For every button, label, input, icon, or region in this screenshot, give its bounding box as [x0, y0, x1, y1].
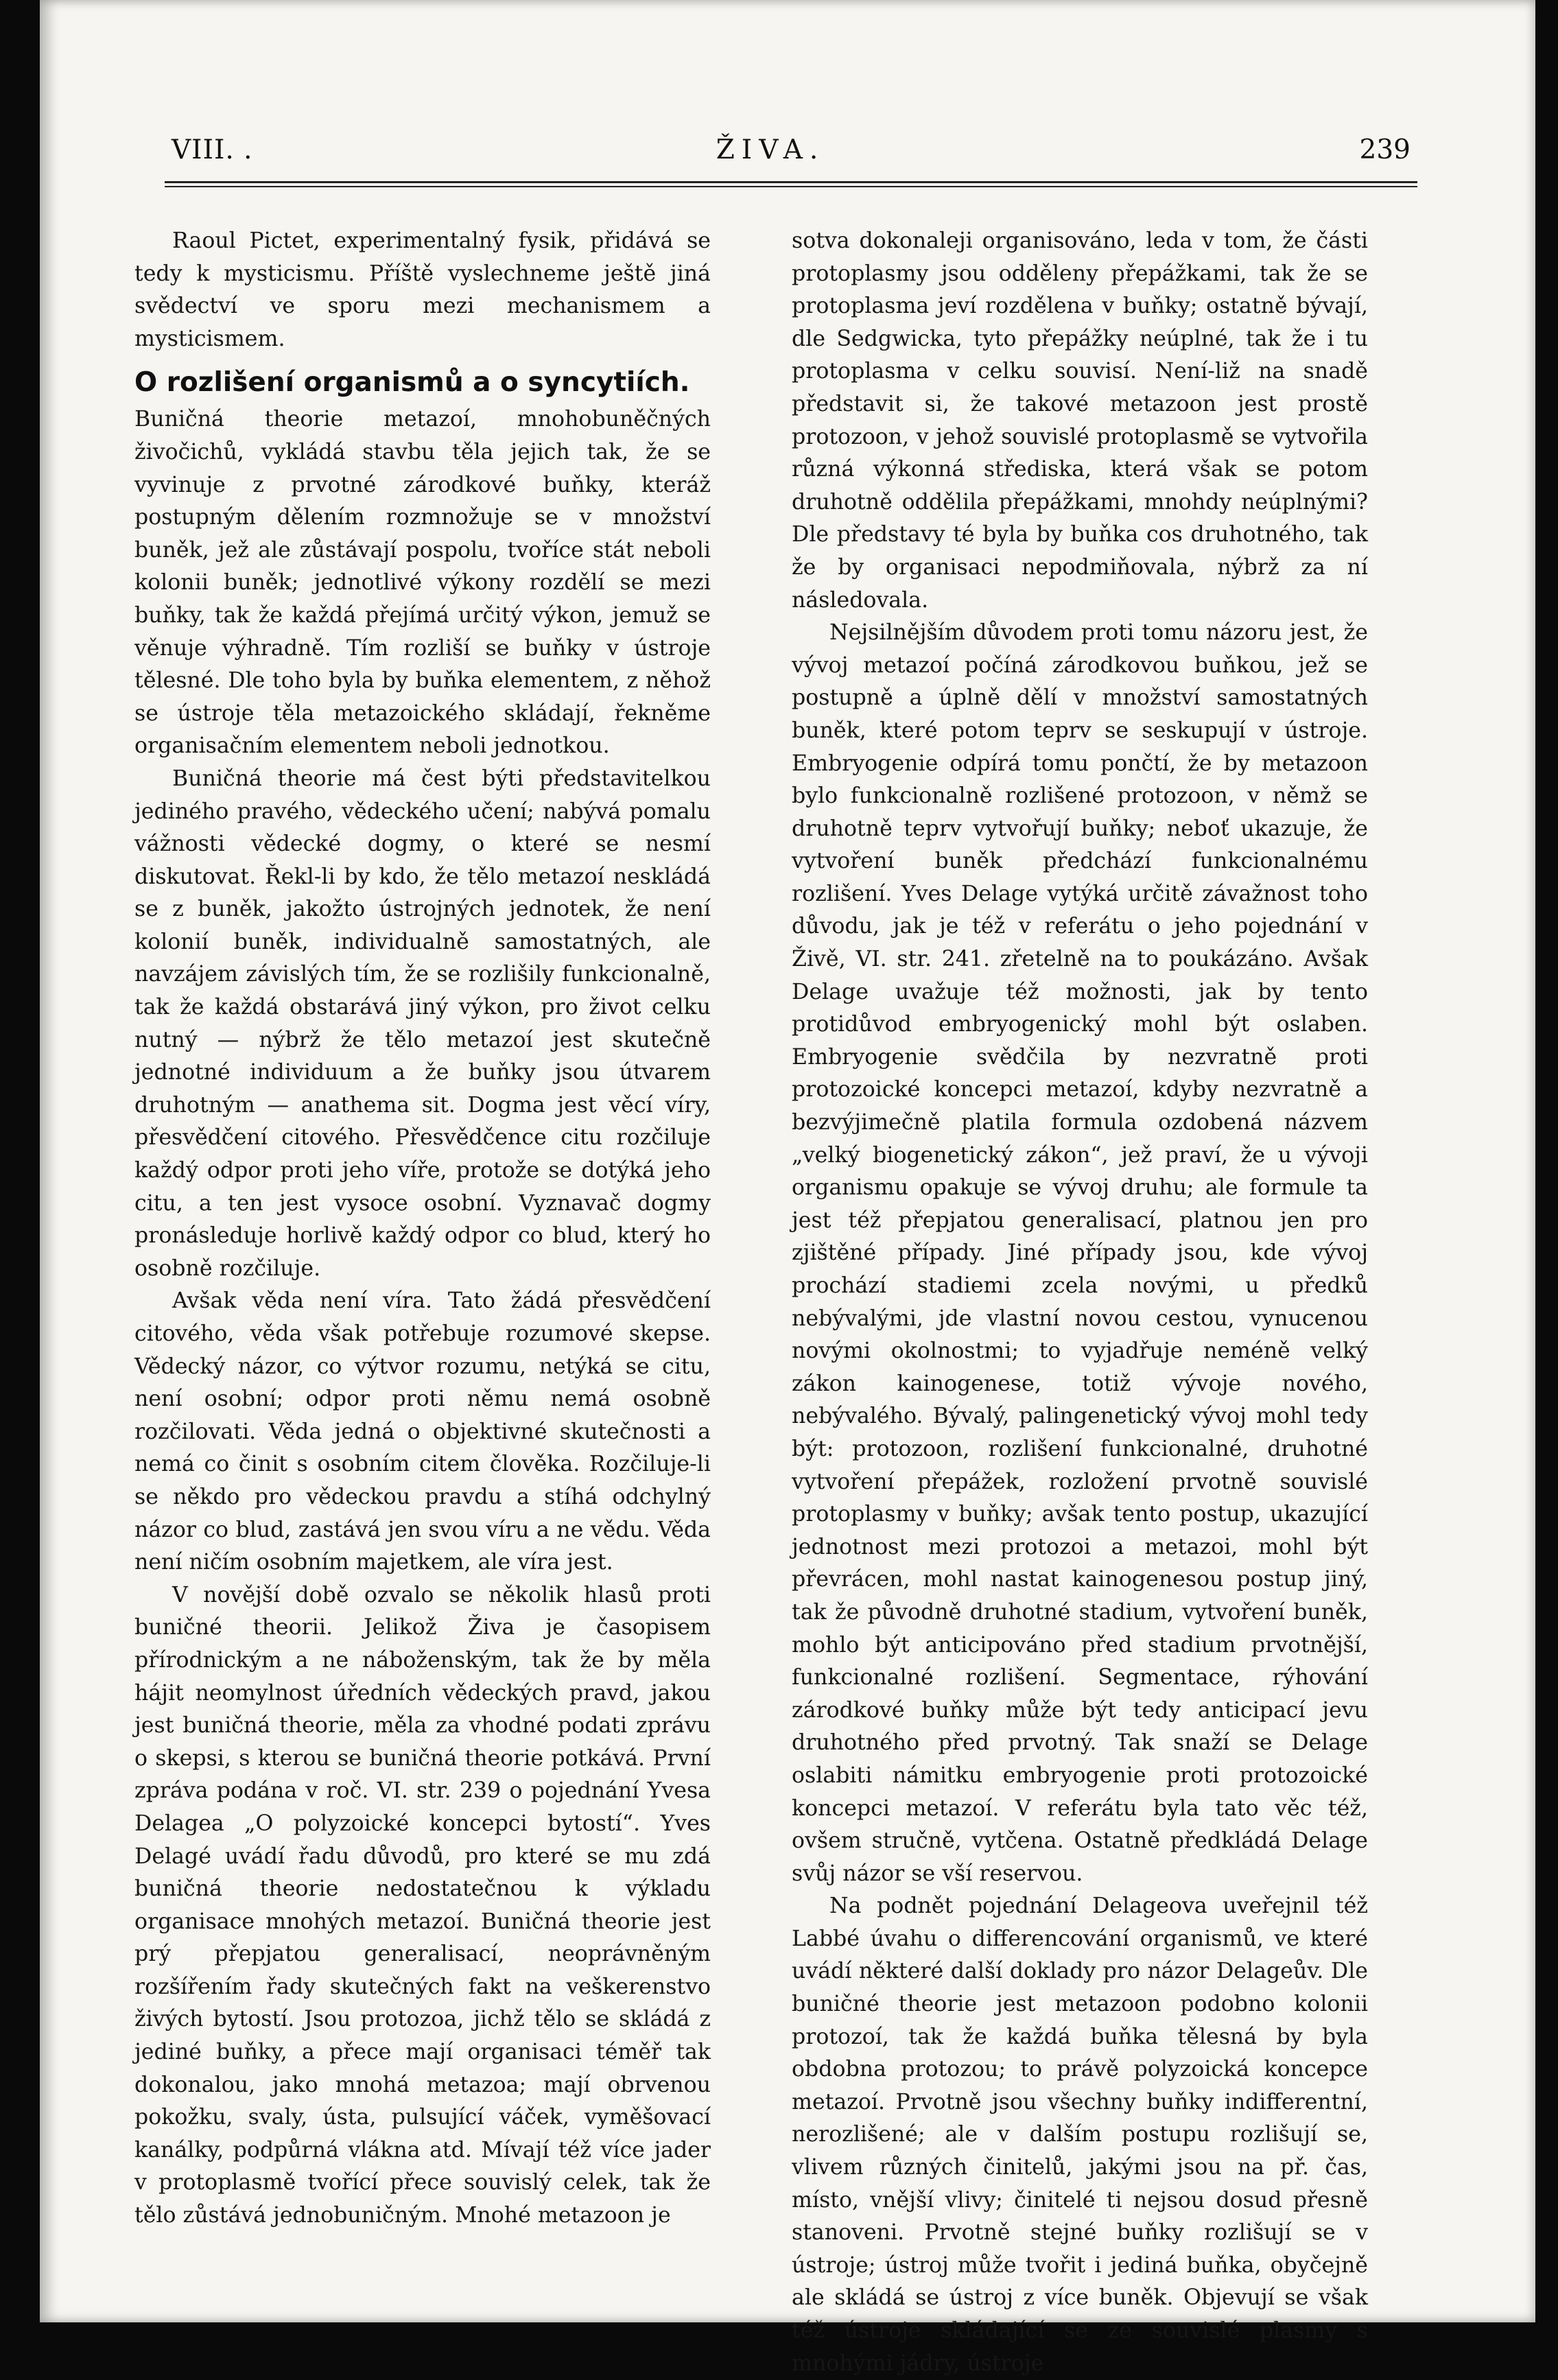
- running-header: [130, 134, 1411, 176]
- header-volume: VIII. .: [172, 134, 253, 165]
- right-column: [792, 225, 1368, 2380]
- paragraph: Na podnět pojednání Delageova uveřejnil též Labbé úvahu o differencování organismů, ve které uvádí některé další doklady pro názor Delageův. Dle buničné theorie jest metazoon podobno kolonii protozoí, tak že každá buňka tělesná by byla obdobna protozou; to právě polyzoická koncepce metazoí. Prvotně jsou všechny buňky indifferentní, nerozlišené; ale v dalším postupu rozlišují se, vlivem různých činitelů, jakými jsou na př. čas, místo, vnější vlivy; činitelé ti nejsou dosud přesně stanoveni. Prvotně stejné buňky rozlišují se v ústroje; ústroj může tvořit i jediná buňka, obyčejně ale skládá se ústroj z více buněk. Objevují se však též ústroje skládající se ze souvislé plasmy s mnohými jádry, ústroje: [792, 1894, 1368, 2376]
- section-title: O rozlišení organismů a o syncytiích.: [134, 367, 690, 399]
- header-journal-title: ŽIVA.: [716, 134, 825, 165]
- paragraph: Buničná theorie metazoí, mnohobuněčných živočichů, vykládá stavbu těla jejich tak, že se vyvinuje z prvotné zárodkové buňky, kteráž postupným dělením rozmnožuje se v množství buněk, jež ale zůstávají pospolu, tvoříce stát neboli kolonii buněk; jednotlivé výkony rozdělí se mezi buňky, tak že každá přejímá určitý výkon, jemuž se věnuje výhradně. Tím rozliší se buňky v ústroje tělesné. Dle toho byla by buňka elementem, z něhož se ústroje těla metazoického skládají, řekněme organisačním elementem neboli jednotkou.: [134, 407, 711, 759]
- paragraph: Buničná theorie má čest býti představitelkou jediného pravého, vědeckého učení; nabývá pomalu vážnosti vědecké dogmy, o které se nesmí diskutovat. Řekl-li by kdo, že tělo metazoí neskládá se z buněk, jakožto ústrojných jednotek, že není kolonií buněk, individualně samostatných, ale navzájem závislých tím, že se rozlišily funkcionalně, tak že každá obstarává jiný výkon, pro život celku nutný — nýbrž že tělo metazoí jest skutečně jednotné individuum a že buňky jsou útvarem druhotným — anathema sit. Dogma jest věcí víry, přesvědčení citového. Přesvědčence citu rozčiluje každý odpor proti jeho víře, protože se dotýká jeho citu, a ten jest vysoce osobní. Vyznavač dogmy pronásleduje horlivě každý odpor co blud, který ho osobně rozčiluje.: [134, 766, 711, 1281]
- paragraph: Nejsilnějším důvodem proti tomu názoru jest, že vývoj metazoí počíná zárodkovou buňkou, jež se postupně a úplně dělí v množství samostatných buněk, které potom teprv se seskupují v ústroje. Embryogenie odpírá tomu pončtí, že by metazoon bylo funkcionalně rozlišené protozoon, v němž se druhotně teprv vytvořují buňky; neboť ukazuje, že vytvoření buněk předchází funkcionalnému rozlišení. Yves Delage vytýká určitě závažnost toho důvodu, jak je též v referátu o jeho pojednání v Živě, VI. str. 241. zřetelně na to poukázáno. Avšak Delage uvažuje též možnosti, jak by tento protidůvod embryogenický mohl být oslaben. Embryogenie svědčila by nezvratně proti protozoické koncepci metazoí, kdyby nezvratně a bezvýjimečně platila formula ozdobená názvem „velký biogenetický zákon“, jež praví, že u vývoji organismu opakuje se vývoj druhu; ale formule ta jest též přepjatou generalisací, platnou jen pro zjištěné případy. Jiné případy jsou, kde vývoj prochází stadiemi zcela novými, u předků nebývalými, jde vlastní novou cestou, vynucenou novými okolnostmi; to vyjadřuje neméně velký zákon kainogenese, totiž vývoje nového, nebývalého. Bývalý, palingenetický vývoj mohl tedy být: protozoon, rozlišení funkcionalné, druhotné vytvoření přepážek, rozložení prvotně souvislé protoplasmy v buňky; avšak tento postup, ukazující jednotnost mezi protozoi a metazoi, mohl být převrácen, mohl nastat kainogenesou postup jiný, tak že původně druhotné stadium, vytvoření buněk, mohlo být anticipováno před stadium prvotnější, funkcionalné rozlišení. Segmentace, rýhování zárodkové buňky může být tedy anticipací jevu druhotného před prvotný. Tak snaží se Delage oslabiti námitku embryogenie proti protozoické koncepci metazoí. V referátu byla tato věc též, ovšem stručně, vytčena. Ostatně předkládá Delage svůj názor se vší reservou.: [792, 620, 1368, 1886]
- intro-paragraph: Raoul Pictet, experimentalný fysik, přidává se tedy k mysticismu. Příště vyslechneme ještě jiná svědectví ve sporu mezi mechanismem a mysticismem.: [134, 228, 711, 351]
- left-column: [134, 225, 711, 2232]
- paragraph: Avšak věda není víra. Tato žádá přesvědčení citového, věda však potřebuje rozumové skepse. Vědecký názor, co výtvor rozumu, netýká se citu, není osobní; odpor proti němu nemá osobně rozčilovati. Věda jedná o objektivné skutečnosti a nemá co činit s osobním citem člověka. Rozčiluje-li se někdo pro vědeckou pravdu a stíhá odchylný názor co blud, zastává jen svou víru a ne vědu. Věda není ničím osobním majetkem, ale víra jest.: [134, 1288, 711, 1575]
- paragraph: V novější době ozvalo se několik hlasů proti buničné theorii. Jelikož Živa je časopisem přírodnickým a ne náboženským, tak že by měla hájit neomylnost úředních vědeckých pravd, jakou jest buničná theorie, měla za vhodné podati zprávu o skepsi, s kterou se buničná theorie potkává. První zpráva podána v roč. VI. str. 239 o pojednání Yvesa Delagea „O polyzoické koncepci bytostí“. Yves Delagé uvádí řadu důvodů, pro které se mu zdá buničná theorie nedostatečnou k výkladu organisace mnohých metazoí. Buničná theorie jest prý přepjatou generalisací, neoprávněným rozšířením řady skutečných fakt na veškerenstvo živých bytostí. Jsou protozoa, jichž tělo se skládá z jediné buňky, a přece mají organisaci téměř tak dokonalou, jako mnohá metazoa; mají obrvenou pokožku, svaly, ústa, pulsující váček, vyměšovací kanálky, podpůrná vlákna atd. Mívají též více jader v protoplasmě tvořící přece souvislý celek, tak že tělo zůstává jednobuničným. Mnohé metazoon je: [134, 1582, 711, 2228]
- header-rule-top: [165, 181, 1417, 183]
- header-rule-bottom: [165, 186, 1417, 187]
- header-page-number: 239: [1359, 134, 1411, 165]
- paragraph: sotva dokonaleji organisováno, leda v tom, že části protoplasmy jsou odděleny přepážkami, tak že se protoplasma jeví rozdělena v buňky; ostatně bývají, dle Sedgwicka, tyto přepážky neúplné, tak že i tu protoplasma v celku souvisí. Není-liž na snadě představit si, že takové metazoon jest prostě protozoon, v jehož souvislé protoplasmě se vytvořila různá výkonná střediska, která však se potom druhotně oddělila přepážkami, mnohdy neúplnými? Dle představy té byla by buňka cos druhotného, tak že by organisaci nepodmiňovala, nýbrž za ní následovala.: [792, 228, 1368, 613]
